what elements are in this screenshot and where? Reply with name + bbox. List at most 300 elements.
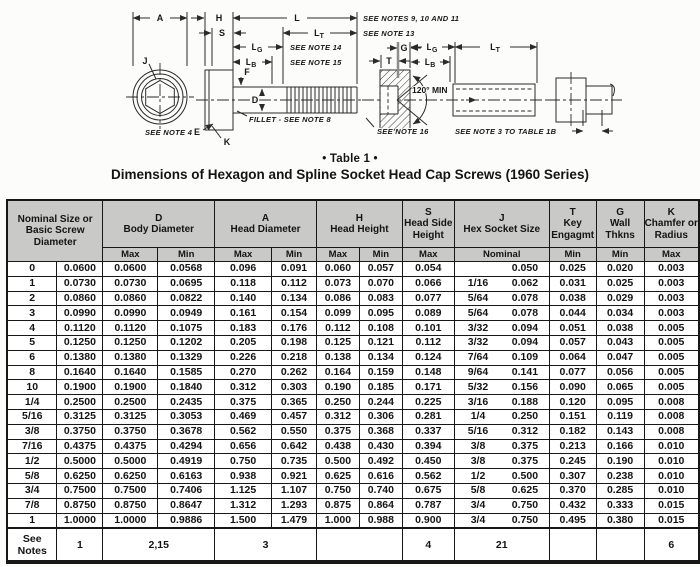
header-cell: A Head Diameter (215, 200, 317, 248)
drawing-label: SEE NOTE 13 (363, 29, 415, 38)
data-cell: 0.015 (644, 498, 699, 513)
subheader-row (7, 248, 699, 262)
data-cell: 1.293 (272, 498, 317, 513)
table-subtitle: Dimensions of Hexagon and Spline Socket Head Cap Screws (1960 Series) (111, 167, 589, 182)
data-cell: 0.010 (644, 454, 699, 469)
data-cell: 0.1900 (103, 380, 158, 395)
data-cell: 3/8 (7, 424, 57, 439)
data-cell: 0.1120 (57, 321, 103, 336)
data-cell: 0.213 (549, 439, 596, 454)
data-cell: 0.101 (402, 321, 454, 336)
data-cell: 0.750 (501, 498, 549, 513)
drawing-label: $L_G$ (251, 42, 263, 54)
data-cell: 0.244 (359, 395, 402, 410)
data-cell: 0.003 (644, 276, 699, 291)
data-cell: 0.740 (359, 483, 402, 498)
table-row (7, 469, 699, 484)
drawing-label: FILLET - SEE NOTE 8 (249, 115, 331, 124)
data-cell: 0.3125 (57, 409, 103, 424)
table-row (7, 380, 699, 395)
data-cell: 8 (7, 365, 57, 380)
data-cell: 0.188 (501, 395, 549, 410)
data-cell: 0.0730 (103, 276, 158, 291)
data-cell: 0.205 (215, 335, 272, 350)
drawing-label: K (223, 137, 231, 147)
data-cell: 0.250 (316, 395, 359, 410)
data-cell: 0.065 (596, 380, 644, 395)
data-cell: 3/4 (7, 483, 57, 498)
data-cell: 0.921 (272, 469, 317, 484)
data-cell: 0.003 (644, 291, 699, 306)
data-cell: 1.0000 (57, 513, 103, 528)
data-cell: 0.148 (402, 365, 454, 380)
data-cell: 0.5000 (103, 454, 158, 469)
data-cell: 0.008 (644, 395, 699, 410)
data-cell: 0.183 (215, 321, 272, 336)
data-cell: 0.7500 (103, 483, 158, 498)
data-cell: 5/64 (454, 306, 501, 321)
data-cell: 0.057 (359, 262, 402, 277)
data-cell: 0.1075 (158, 321, 215, 336)
data-cell: 0.457 (272, 409, 317, 424)
drawing-label: L (294, 13, 300, 23)
data-cell: 0.0860 (57, 291, 103, 306)
header-cell: Min (158, 248, 215, 262)
notes-cell: See Notes (7, 528, 57, 562)
data-cell: 0.262 (272, 365, 317, 380)
table-row (7, 291, 699, 306)
data-cell: 0.020 (596, 262, 644, 277)
data-cell: 0.010 (644, 483, 699, 498)
data-cell: 1/16 (454, 276, 501, 291)
data-cell: 3/4 (454, 498, 501, 513)
data-cell: 0.285 (596, 483, 644, 498)
table-row (7, 365, 699, 380)
data-cell: 0.500 (501, 469, 549, 484)
data-cell: 0.038 (549, 291, 596, 306)
table-row (7, 439, 699, 454)
notes-cell: 2,15 (103, 528, 215, 562)
data-cell: 0.1640 (57, 365, 103, 380)
dimensions-table (6, 199, 700, 564)
table-row (7, 424, 699, 439)
data-cell: 0.091 (272, 262, 317, 277)
data-cell: 3/8 (454, 439, 501, 454)
data-cell: 0.089 (402, 306, 454, 321)
data-cell: 0.134 (272, 291, 317, 306)
data-cell: 5/32 (454, 380, 501, 395)
data-cell: 0.005 (644, 350, 699, 365)
data-cell: 0.025 (596, 276, 644, 291)
drawing-label: SEE NOTE 4 (145, 128, 193, 137)
data-cell: 0.182 (549, 424, 596, 439)
table-row (7, 498, 699, 513)
drawing-label: A (156, 13, 164, 23)
data-cell: 0.4919 (158, 454, 215, 469)
data-cell: 0.450 (402, 454, 454, 469)
drawing-label: SEE NOTE 15 (290, 58, 342, 67)
data-cell: 0.375 (501, 454, 549, 469)
head-end-view (126, 12, 221, 138)
drawing-label: SEE NOTE 14 (290, 43, 342, 52)
data-cell: 0.062 (501, 276, 549, 291)
header-cell: H Head Height (316, 200, 402, 248)
table-row (7, 306, 699, 321)
data-cell: 4 (7, 321, 57, 336)
data-cell: 0.4375 (57, 439, 103, 454)
data-cell: 0.3750 (57, 424, 103, 439)
data-cell: 0.073 (316, 276, 359, 291)
data-cell: 0.0949 (158, 306, 215, 321)
data-cell: 0.038 (596, 321, 644, 336)
data-cell: 0.031 (549, 276, 596, 291)
data-cell: 5 (7, 335, 57, 350)
data-cell: 0.9886 (158, 513, 215, 528)
data-cell: 0.750 (316, 483, 359, 498)
data-cell: 0.2435 (158, 395, 215, 410)
data-cell: 0.1250 (57, 335, 103, 350)
data-cell: 0.121 (359, 335, 402, 350)
data-cell: 0.735 (272, 454, 317, 469)
data-cell: 0.118 (215, 276, 272, 291)
notes-cell (549, 528, 596, 562)
data-cell: 0.238 (596, 469, 644, 484)
drawing-label: SEE NOTES 9, 10 AND 11 (363, 14, 460, 23)
data-cell: 0.134 (359, 350, 402, 365)
table-row (7, 276, 699, 291)
data-cell: 1.0000 (103, 513, 158, 528)
data-cell: 0.005 (644, 335, 699, 350)
data-cell: 0.4375 (103, 439, 158, 454)
data-cell: 0.008 (644, 409, 699, 424)
data-cell: 0.086 (316, 291, 359, 306)
notes-cell (596, 528, 644, 562)
data-cell: 0.394 (402, 439, 454, 454)
data-cell: 0.185 (359, 380, 402, 395)
drawing-label: G (400, 43, 408, 53)
data-cell: 0.164 (316, 365, 359, 380)
drawing-label: T (386, 56, 392, 66)
data-cell: 3/32 (454, 335, 501, 350)
data-cell: 0.1380 (57, 350, 103, 365)
data-cell: 0.492 (359, 454, 402, 469)
data-cell: 0.066 (402, 276, 454, 291)
data-cell: 7/64 (454, 350, 501, 365)
data-cell: 1/4 (454, 409, 501, 424)
data-cell: 0.010 (644, 469, 699, 484)
data-cell: 0.3750 (103, 424, 158, 439)
data-cell: 0.056 (596, 365, 644, 380)
data-cell: 0.245 (549, 454, 596, 469)
see-notes-row (7, 528, 699, 562)
data-cell: 0.0695 (158, 276, 215, 291)
data-cell: 0.6250 (103, 469, 158, 484)
data-cell: 0.078 (501, 306, 549, 321)
data-cell: 0.078 (501, 291, 549, 306)
table-row (7, 409, 699, 424)
data-cell: 0.306 (359, 409, 402, 424)
data-cell: 0.070 (359, 276, 402, 291)
data-cell: 0.090 (549, 380, 596, 395)
data-cell: 0.3678 (158, 424, 215, 439)
data-cell: 0.143 (596, 424, 644, 439)
data-cell: 0.025 (549, 262, 596, 277)
notes-cell (316, 528, 402, 562)
data-cell: 0.307 (549, 469, 596, 484)
data-cell: 1/2 (454, 469, 501, 484)
table-row (7, 350, 699, 365)
data-cell: 0.010 (644, 439, 699, 454)
drawing-label: SEE NOTE 3 TO TABLE 1B (455, 127, 557, 136)
data-cell: 0.375 (316, 424, 359, 439)
data-cell: 1/4 (7, 395, 57, 410)
data-cell: 0.4294 (158, 439, 215, 454)
data-cell: 0.3053 (158, 409, 215, 424)
point-detail-view (548, 72, 622, 128)
data-cell: 0.6163 (158, 469, 215, 484)
screw-drawing-svg (0, 0, 700, 150)
data-cell: 0.0990 (103, 306, 158, 321)
data-cell: 0.225 (402, 395, 454, 410)
screw-section-view (362, 42, 613, 131)
data-cell: 0.1202 (158, 335, 215, 350)
header-cell: K Chamfer or Radius (644, 200, 699, 248)
data-cell: 0.015 (644, 513, 699, 528)
data-cell: 0.1900 (57, 380, 103, 395)
header-cell: D Body Diameter (103, 200, 215, 248)
data-cell: 6 (7, 350, 57, 365)
data-cell: 3 (7, 306, 57, 321)
header-cell: Max (215, 248, 272, 262)
data-cell: 0.0990 (57, 306, 103, 321)
data-cell: 3/4 (454, 513, 501, 528)
header-cell: Max (103, 248, 158, 262)
data-cell: 0.043 (596, 335, 644, 350)
data-cell: 1/2 (7, 454, 57, 469)
data-cell: 1.500 (215, 513, 272, 528)
data-cell: 0.005 (644, 321, 699, 336)
header-row (7, 200, 699, 248)
data-cell: 0.864 (359, 498, 402, 513)
data-cell: 7/16 (7, 439, 57, 454)
data-cell: 2 (7, 291, 57, 306)
data-cell: 0.938 (215, 469, 272, 484)
data-cell: 3/32 (454, 321, 501, 336)
technical-drawing (0, 0, 700, 150)
data-cell: 0.008 (644, 424, 699, 439)
data-cell: 1.000 (316, 513, 359, 528)
data-cell: 0.250 (501, 409, 549, 424)
data-cell: 0.0568 (158, 262, 215, 277)
table-row (7, 395, 699, 410)
data-cell: 0.365 (272, 395, 317, 410)
drawing-label: S (218, 28, 226, 38)
data-cell: 0.112 (272, 276, 317, 291)
data-cell: 5/8 (454, 483, 501, 498)
data-cell: 0.124 (402, 350, 454, 365)
data-cell: 0.003 (644, 262, 699, 277)
data-cell: 0.500 (316, 454, 359, 469)
header-cell: Max (316, 248, 359, 262)
data-cell: 0.154 (272, 306, 317, 321)
drawing-label: $L_T$ (314, 28, 324, 40)
data-cell: 0.2500 (103, 395, 158, 410)
data-cell: 0.380 (596, 513, 644, 528)
data-cell: 0.303 (272, 380, 317, 395)
data-cell: 0.0822 (158, 291, 215, 306)
notes-cell: 21 (454, 528, 549, 562)
header-cell: Max (644, 248, 699, 262)
data-cell: 0.034 (596, 306, 644, 321)
data-cell: 0.0860 (103, 291, 158, 306)
data-cell: 0.005 (644, 365, 699, 380)
data-cell: 0.562 (402, 469, 454, 484)
data-cell: 5/8 (7, 469, 57, 484)
data-cell: 0.060 (316, 262, 359, 277)
drawing-label: $L_B$ (424, 57, 436, 69)
header-cell: Max (402, 248, 454, 262)
data-cell: 0.900 (402, 513, 454, 528)
data-cell: 0.333 (596, 498, 644, 513)
data-cell: 0.616 (359, 469, 402, 484)
data-cell: 0.029 (596, 291, 644, 306)
data-cell: 0.064 (549, 350, 596, 365)
data-cell: 0.312 (501, 424, 549, 439)
data-cell: 0.625 (316, 469, 359, 484)
data-cell: 0.003 (644, 306, 699, 321)
data-cell: 0.337 (402, 424, 454, 439)
data-cell: 0.156 (501, 380, 549, 395)
header-cell: Min (359, 248, 402, 262)
data-cell: 0.166 (596, 439, 644, 454)
header-cell: S Head Side Height (402, 200, 454, 248)
notes-cell: 4 (402, 528, 454, 562)
table-row (7, 262, 699, 277)
notes-cell: 6 (644, 528, 699, 562)
data-cell: 0.198 (272, 335, 317, 350)
data-cell (454, 262, 501, 277)
data-cell: 0.044 (549, 306, 596, 321)
data-cell: 0.095 (596, 395, 644, 410)
data-cell: 0.057 (549, 335, 596, 350)
drawing-label: SEE NOTE 16 (377, 127, 429, 136)
header-cell: Min (596, 248, 644, 262)
data-cell: 0.270 (215, 365, 272, 380)
header-cell: T Key Engagmt (549, 200, 596, 248)
data-cell: 0.159 (359, 365, 402, 380)
header-cell: Min (272, 248, 317, 262)
table-row (7, 454, 699, 469)
data-cell: 0.2500 (57, 395, 103, 410)
data-cell: 0.108 (359, 321, 402, 336)
data-cell: 0.0600 (57, 262, 103, 277)
data-cell: 0.112 (316, 321, 359, 336)
data-cell: 0.432 (549, 498, 596, 513)
drawing-label: H (215, 13, 223, 23)
data-cell: 0.141 (501, 365, 549, 380)
data-cell: 0.0730 (57, 276, 103, 291)
data-cell: 0.077 (402, 291, 454, 306)
data-cell: 0.312 (316, 409, 359, 424)
data-cell: 0.370 (549, 483, 596, 498)
drawing-label: $L_B$ (245, 57, 257, 69)
data-cell: 0.0600 (103, 262, 158, 277)
drawing-label: $L_T$ (490, 42, 500, 54)
data-cell: 1 (7, 513, 57, 528)
data-cell: 5/16 (454, 424, 501, 439)
data-cell: 0.047 (596, 350, 644, 365)
data-cell: 0.642 (272, 439, 317, 454)
data-cell: 7/8 (7, 498, 57, 513)
data-cell: 0.119 (596, 409, 644, 424)
data-cell: 0.988 (359, 513, 402, 528)
data-cell: 0.1329 (158, 350, 215, 365)
data-cell: 0.6250 (57, 469, 103, 484)
table-row (7, 335, 699, 350)
data-cell: 0.095 (359, 306, 402, 321)
data-cell: 0.051 (549, 321, 596, 336)
drawing-label: J (142, 56, 148, 66)
data-cell: 0.218 (272, 350, 317, 365)
data-cell: 5/64 (454, 291, 501, 306)
drawing-label: $L_G$ (426, 42, 438, 54)
data-cell: 0.438 (316, 439, 359, 454)
data-cell: 0.094 (501, 321, 549, 336)
data-cell: 0.140 (215, 291, 272, 306)
data-cell: 0.1120 (103, 321, 158, 336)
data-cell: 0.161 (215, 306, 272, 321)
data-cell: 0.750 (215, 454, 272, 469)
data-cell: 0.430 (359, 439, 402, 454)
data-cell: 0.125 (316, 335, 359, 350)
table-title: • Table 1 • (322, 153, 378, 165)
data-cell: 0.054 (402, 262, 454, 277)
header-cell: J Hex Socket Size (454, 200, 549, 248)
data-cell: 0.3125 (103, 409, 158, 424)
notes-cell: 3 (215, 528, 317, 562)
data-cell: 0.1250 (103, 335, 158, 350)
header-cell: G Wall Thkns (596, 200, 644, 248)
data-cell: 1.479 (272, 513, 317, 528)
data-cell: 0.138 (316, 350, 359, 365)
data-cell: 0.005 (644, 380, 699, 395)
notes-cell: 1 (57, 528, 103, 562)
data-cell: 0.368 (359, 424, 402, 439)
table-row (7, 483, 699, 498)
data-cell: 0.094 (501, 335, 549, 350)
drawing-label: F (244, 67, 250, 77)
data-cell: 0.109 (501, 350, 549, 365)
data-cell: 9/64 (454, 365, 501, 380)
data-cell: 0.375 (215, 395, 272, 410)
data-cell: 0.083 (359, 291, 402, 306)
data-cell: 0.281 (402, 409, 454, 424)
data-cell: 0.151 (549, 409, 596, 424)
data-cell: 1.125 (215, 483, 272, 498)
data-cell: 0.550 (272, 424, 317, 439)
data-cell: 0.312 (215, 380, 272, 395)
data-cell: 0.469 (215, 409, 272, 424)
drawing-label: 120° MIN (412, 85, 448, 95)
data-cell: 0.190 (316, 380, 359, 395)
data-cell: 0 (7, 262, 57, 277)
data-cell: 0.176 (272, 321, 317, 336)
header-cell: Nominal Size or Basic Screw Diameter (7, 200, 103, 262)
data-cell: 1.312 (215, 498, 272, 513)
data-cell: 10 (7, 380, 57, 395)
data-cell: 0.1840 (158, 380, 215, 395)
data-cell: 0.495 (549, 513, 596, 528)
